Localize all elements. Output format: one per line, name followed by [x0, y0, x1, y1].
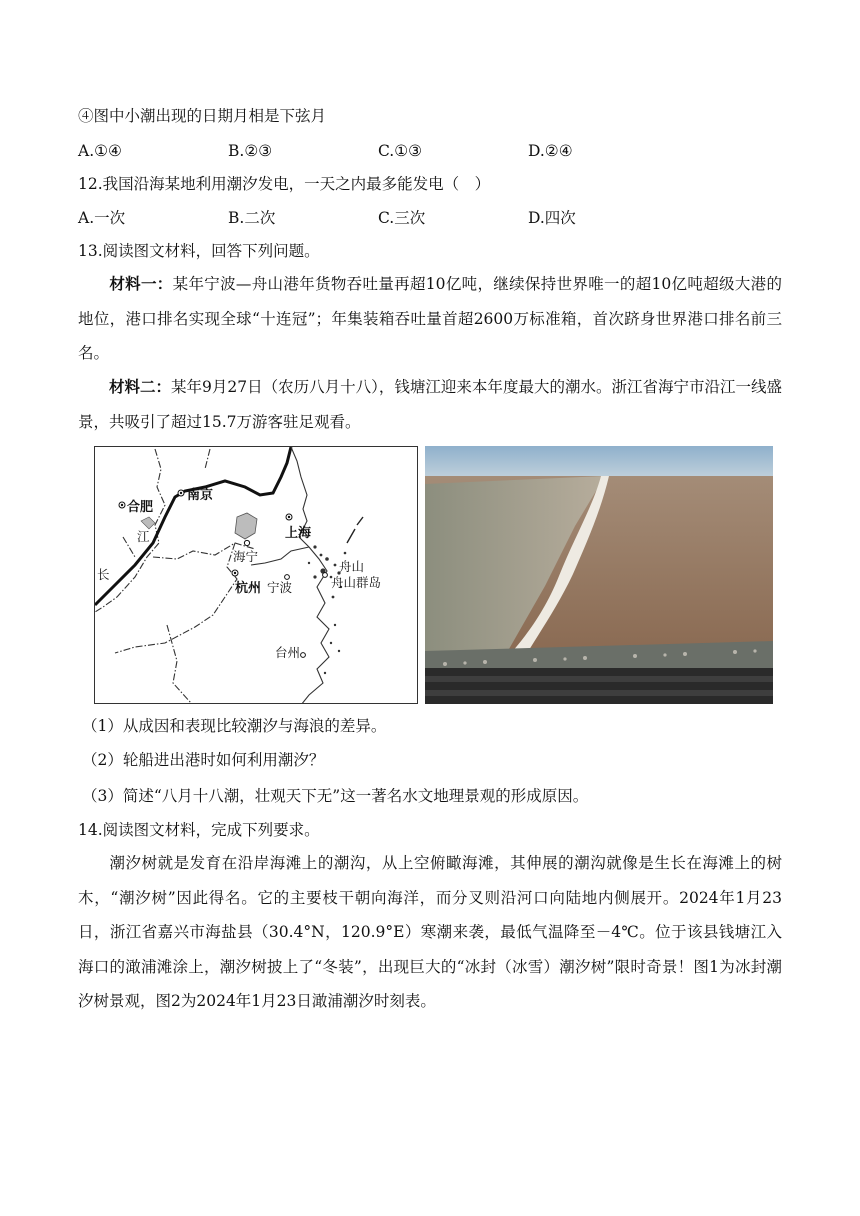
- label-nanjing: 南京: [187, 488, 214, 503]
- q13-sub-1: （1）从成因和表现比较潮汐与海浪的差异。: [82, 717, 387, 735]
- label-hangzhou: 杭州: [235, 581, 262, 596]
- q13-stem: 13.阅读图文材料，回答下列问题。: [78, 242, 320, 260]
- tidal-bore-photo: [425, 446, 773, 704]
- q11-option-a: A.①④: [78, 142, 122, 160]
- hangzhou-bay: [251, 547, 309, 565]
- q14-stem: 14.阅读图文材料，完成下列要求。: [78, 821, 320, 839]
- q11-option-b: B.②③: [228, 142, 273, 160]
- taihu-lake: [235, 513, 257, 539]
- label-taizhou: 台州: [275, 645, 301, 660]
- label-shanghai: 上海: [285, 526, 312, 541]
- photo-svg: [425, 446, 773, 704]
- border-line: [205, 449, 210, 469]
- q11-statement-4: ④图中小潮出现的日期月相是下弦月: [78, 107, 327, 125]
- border-line: [167, 625, 191, 703]
- material-2-label: 材料二：: [109, 377, 172, 396]
- border-line: [95, 449, 165, 612]
- sea-boundary: [347, 529, 355, 543]
- q11-option-d: D.②④: [528, 142, 573, 160]
- chaohu-lake: [141, 517, 155, 529]
- yangtze-river: [95, 447, 291, 605]
- label-haining: 海宁: [233, 549, 259, 564]
- q13-sub-2: （2）轮船进出港时如何利用潮汐？: [82, 751, 325, 769]
- label-zhoushan: 舟山: [339, 559, 365, 574]
- label-river-chang: 长: [97, 567, 110, 582]
- q14-paragraph-text: 潮汐树就是发育在沿岸海滩上的潮沟，从上空俯瞰海滩，其伸展的潮沟就像是生长在海滩上的树木，“潮汐树”因此得名。它的主要枝干朝向海洋，而分叉则沿河口向陆地内侧展开。2024年1月23日，浙江省嘉兴市海盐县（30.4°N，120.9°E）寒潮来袭，最低气温降至－4℃。位于该县钱塘江入海口的澉浦滩涂上，潮汐树披上了“冬装”，出现巨大的“冰封（冰雪）潮汐树”限时奇景！图1为冰封潮汐树景观，图2为2024年1月23日澉浦潮汐时刻表。: [78, 854, 782, 1010]
- material-1-label: 材料一：: [109, 274, 173, 293]
- q11-option-c: C.①③: [378, 142, 423, 160]
- label-river-jiang: 江: [137, 529, 150, 544]
- label-ningbo: 宁波: [267, 580, 293, 595]
- material-1-text: 某年宁波—舟山港年货物吞吐量再超10亿吨，继续保持世界唯一的超10亿吨超级大港的地位，港口排名实现全球“十连冠”；年集装箱吞吐量首超2600万标准箱，首次跻身世界港口排名前三名。: [78, 275, 782, 362]
- q12-option-a: A.一次: [78, 209, 126, 227]
- q12-option-b: B.二次: [228, 209, 276, 227]
- q13-material-1: [78, 267, 782, 371]
- border-line: [123, 537, 135, 557]
- label-zhoushan-islands: 舟山群岛: [331, 575, 382, 590]
- q14-paragraph: [78, 846, 782, 1019]
- material-2-text: 某年9月27日（农历八月十八），钱塘江迎来本年度最大的潮水。浙江省海宁市沿江一线盛景，共吸引了超过15.7万游客驻足观看。: [78, 378, 782, 431]
- map-svg: [95, 447, 418, 704]
- border-line: [115, 543, 237, 653]
- q13-material-2: [78, 370, 782, 439]
- q12-stem: 12.我国沿海某地利用潮汐发电，一天之内最多能发电（ ）: [78, 175, 491, 193]
- label-hefei: 合肥: [127, 500, 154, 515]
- q12-option-c: C.三次: [378, 209, 426, 227]
- q12-option-d: D.四次: [528, 209, 576, 227]
- q13-sub-3: （3）简述“八月十八潮，壮观天下无”这一著名水文地理景观的形成原因。: [82, 787, 589, 805]
- qiantang-region-map: [94, 446, 418, 704]
- sea-boundary: [357, 517, 363, 525]
